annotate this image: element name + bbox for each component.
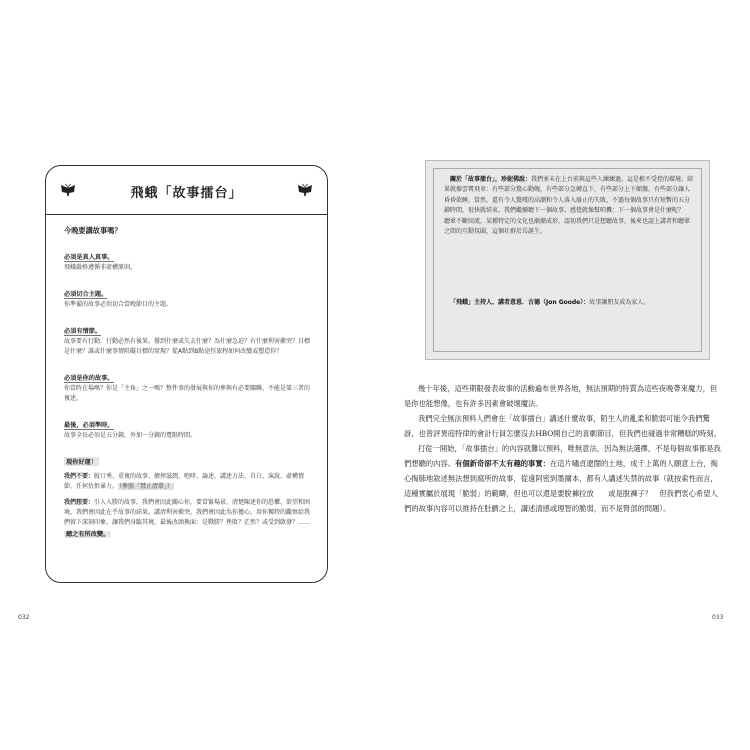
- rule-desc: 你當時在場嗎？你是「主角」之一嗎？整件事的發展與你的參與有必要關聯，不能是第三者的複述。: [64, 385, 311, 402]
- rule-desc: 故事全長必須是五分鐘，外加一分鐘的寬限時間。: [64, 432, 197, 439]
- body-paragraph: 我們完全無法預料人們會在「故事擂台」講述什麼故事，陌生人的亂柔和脆弱可能令我們驚訝，也曾評異庭特律的會計行員怎麼沒去HBO開自己的喜劇節目，但我們也碰過非常糟糕的時刻。: [404, 414, 722, 438]
- rule-desc: 飛蛾嚴格遵循非虛構原則。: [64, 264, 137, 271]
- rule-desc: 故事要有行動，行動必然有後果。撐到什麼或失去什麼？為什麼急迫？有什麼利害衝突？目標是什麼？誰或什麼事情阻礙目標的實現？從A點到B點途徑旅程如何改變或塑造你？: [64, 338, 311, 355]
- body-paragraph: 幾十年後，這些期限發表故事的活動遍布世界各地，無法預期的特質為這些夜晚帶來魔力，但是你也能想像，也有許多因素會破壞魔法。: [404, 384, 718, 408]
- want-text: 引人入勝的故事。我們會因此關心你，要當緊場景，清楚陳述你的恐懼、欲望和困境，我們會因此在乎故事的結果。講清利害衝突，我們會因此為你擔心。用你獨特的觀察給我們留下深刻印象。讓我們身臨其境，最後改頭換面：是戰勝？挫敗？茫然？或受到啟發？……: [64, 499, 311, 526]
- rule-title: 必須是你的故事。: [64, 375, 114, 382]
- quote-paragraph: [444, 298, 695, 308]
- body-text: [404, 381, 722, 516]
- body-bold-text: 有個新奇卻不太有趣的事實：: [455, 459, 550, 468]
- rule-item: [64, 281, 313, 310]
- quote-paragraph: [444, 175, 695, 237]
- quote-lead: 「飛蛾」主持人、講者意恩．古德（Jon Goode）：: [450, 299, 590, 306]
- rule-title: 必須有情節。: [64, 328, 102, 335]
- quote-box: [425, 160, 710, 360]
- story-slam-rules-panel: [45, 165, 328, 583]
- panel-body: [64, 226, 313, 538]
- rule-item: [64, 412, 313, 441]
- rule-desc: 你準備的故事必須切合當晚節目的主題。: [64, 301, 173, 308]
- rule-title: 必須切合主題。: [64, 291, 108, 298]
- tips-section: [64, 449, 313, 468]
- quote-text: 故事讓朋友成為家人。: [589, 299, 650, 306]
- panel-question: 今晚要講故事嗎？: [64, 226, 122, 235]
- end-text: 總之有所改變。: [66, 531, 110, 538]
- dont-section: [64, 472, 313, 492]
- dont-text: 脫口秀、重複的故事、擠搾滋潤、咆哮、論述、講述方法、自白、演說、虛構情節、任何仇恨暴力。: [64, 473, 305, 490]
- quote-text: 我們並未在上台前與這些人練練過，這是根不受控的環境。結果就像雲霄飛車：有些部分驚心動魄，有些部分急轉直下，有些部分上下顛簸，有些部分讓人昏昏欲睡，當然，還有令人驚嘆的高潮和令人落入廢止的失敗，不過每個故事只有短暫的五分鐘時間，很快就結束，我們繼續聽下一個故事。感覺就像幫唱機：下一個故事會是什麼呢？: [444, 176, 694, 215]
- rule-item: [64, 318, 313, 357]
- tips-title: 現你好運！: [66, 459, 97, 466]
- rule-item: [64, 365, 313, 404]
- page-number: 032: [18, 614, 30, 621]
- body-paragraph: 打從一開始，「故事擂台」的內容就難以預料，唯無意法，因為無法選擇，不是每個故事都是我們想聽的內容。有個新奇卻不太有趣的事實：在這片嘯貞遼闊的土地，成千上萬的人願意上台，掏心掏肺地敘述無法想到腐所的故事，從遠阿密到墨爾本，都有人講述失禁的故事（就按索性而言，這種實屬於展現「脆弱」的範疇，但也可以還是要脫褲拉放 或是脫褲子？ 但我們衷心希望人們的故事內容可以推持在肚臍之上，講述清感或理智的脆弱，而不是腎部的問題）。: [404, 444, 721, 513]
- rule-title: 最後，必須準時。: [64, 422, 114, 429]
- page-number: 033: [712, 614, 724, 621]
- quote-lead: 關於「故事擂台」，珍妮佛說：: [450, 176, 532, 183]
- panel-title: 飛蛾「故事擂台」: [130, 186, 243, 201]
- moth-icon: [297, 183, 313, 199]
- want-section: [64, 498, 313, 538]
- dont-label: 我們不要：: [64, 473, 95, 480]
- want-label: 我們想要：: [64, 499, 95, 506]
- panel-header: [46, 166, 327, 215]
- quote-text: 聽眾不斷回流，某種特定的文化也漸漸成形，認初我們只是想聽故事，後來也認上講者和聽眾之間的互動氛圍，這個社群於焉誕生。: [444, 217, 691, 236]
- dont-tag: （參照「禁止清單」）: [119, 483, 174, 490]
- rule-title: 必須是真人真事。: [64, 254, 114, 261]
- rule-item: [64, 244, 313, 273]
